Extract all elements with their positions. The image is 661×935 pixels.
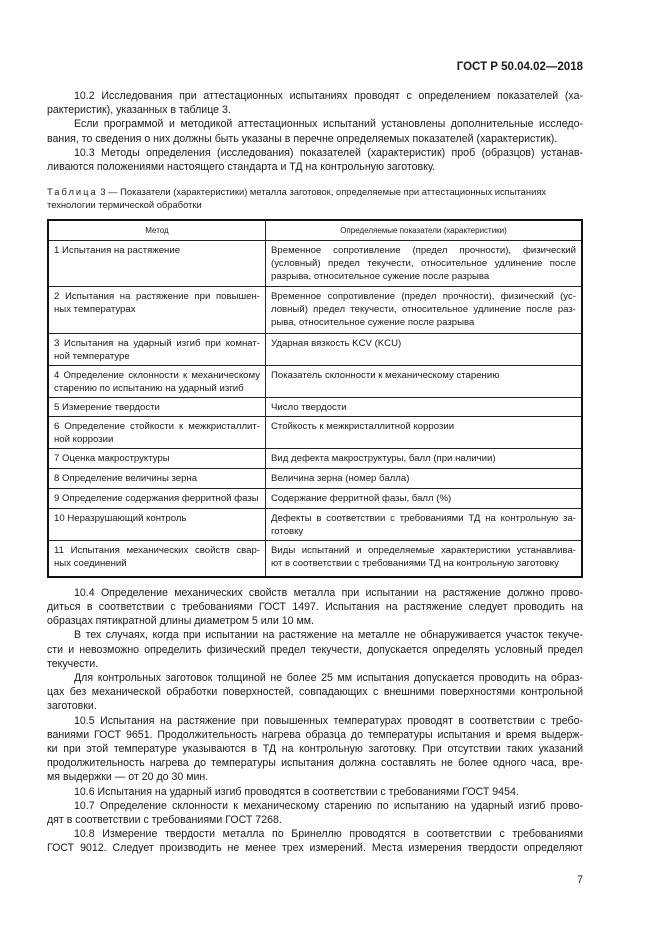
indicator-cell bbox=[266, 398, 583, 417]
cell-line: ной коррозии bbox=[54, 434, 114, 446]
column-header-indicators: Определяемые показатели (характеристики) bbox=[266, 220, 583, 241]
table-row bbox=[48, 541, 582, 577]
table-row bbox=[48, 449, 582, 469]
cell-line: 4 Определение склонности к механическому bbox=[54, 370, 260, 382]
cell-line: рыва, относительное сужение после разрыва bbox=[271, 317, 475, 329]
table-row bbox=[48, 417, 582, 449]
cell-line: Временное сопротивление (предел прочности), физический (ус- bbox=[271, 291, 576, 303]
paragraph-line: заготовки. bbox=[47, 700, 97, 713]
cell-line: ной температуре bbox=[54, 351, 130, 363]
method-cell bbox=[48, 417, 266, 449]
paragraph bbox=[47, 785, 583, 799]
cell-line: Виды испытаний и определяемые характеристики устанавлива- bbox=[271, 545, 576, 557]
paragraph-line: вания, то сведения о них должны быть указаны в перечне определяемых показателей (характеристик). bbox=[47, 132, 558, 145]
paragraph-line: диться в соответствии с требованиями ГОСТ 1497. Испытания на растяжение следует проводить на bbox=[47, 600, 583, 613]
table-row bbox=[48, 366, 582, 398]
table-row bbox=[48, 334, 582, 366]
cell-line: Ударная вязкость KCV (KCU) bbox=[271, 338, 402, 350]
method-cell bbox=[48, 469, 266, 489]
cell-line: Показатель склонности к механическому старению bbox=[271, 370, 500, 382]
paragraph-line: Если программой и методикой аттестационных испытаний установлены дополнительные исследо- bbox=[74, 118, 583, 131]
paragraph-line: 10.3 Методы определения (исследования) показателей (характеристик) проб (образцов) устанав- bbox=[74, 146, 583, 159]
paragraph-line: 10.5 Испытания на растяжение при повышенных температурах проводят в соответствии с требо- bbox=[74, 714, 583, 727]
cell-line: 7 Оценка макроструктуры bbox=[54, 453, 170, 465]
paragraph bbox=[47, 671, 583, 714]
method-cell bbox=[48, 449, 266, 469]
cell-line: старению по испытанию на ударный изгиб bbox=[54, 383, 244, 395]
page-number: 7 bbox=[577, 873, 583, 886]
paragraph bbox=[47, 799, 583, 827]
paragraph bbox=[47, 586, 583, 629]
paragraph-line: ливаются положениями настоящего стандарта и ТД на контрольную заготовку. bbox=[47, 161, 436, 174]
paragraph-line: 10.8 Измерение твердости металла по Бринеллю проводятся в соответствии с требованиями bbox=[74, 828, 583, 841]
table-row bbox=[48, 287, 582, 334]
indicator-cell bbox=[266, 366, 583, 398]
paragraph-line: текучести. bbox=[47, 657, 99, 670]
cell-line: ных соединений bbox=[54, 558, 127, 570]
paragraph-line: рактеристик), указанных в таблице 3. bbox=[47, 104, 231, 117]
method-cell bbox=[48, 489, 266, 509]
paragraph-line: ГОСТ 9012. Следует производить не менее трех измерений. Места измерения твердости определяют bbox=[47, 842, 583, 855]
table-header-row bbox=[48, 220, 582, 241]
paragraph bbox=[47, 117, 583, 145]
cell-line: разрыва, относительное сужение после разрыва bbox=[271, 271, 490, 283]
cell-line: Дефекты в соответствии с требованиями ТД на контрольную за- bbox=[271, 513, 576, 525]
cell-line: ных температурах bbox=[54, 304, 136, 316]
cell-line: 5 Измерение твердости bbox=[54, 402, 160, 414]
cell-line: готовку bbox=[271, 526, 304, 538]
method-cell bbox=[48, 241, 266, 287]
indicator-cell bbox=[266, 449, 583, 469]
cell-line: 8 Определение величины зерна bbox=[54, 473, 198, 485]
paragraph-line: ваниями ГОСТ 9651. Продолжительность нагрева образца до температуры испытания и время выдерж- bbox=[47, 728, 583, 741]
paragraph bbox=[47, 714, 583, 785]
table-row bbox=[48, 469, 582, 489]
cell-line: Величина зерна (номер балла) bbox=[271, 473, 410, 485]
indicators-table bbox=[47, 219, 583, 578]
method-cell bbox=[48, 334, 266, 366]
paragraph-line: сти и невозможно определить физический предел текучести, допускается определять условный предел bbox=[47, 643, 583, 656]
cell-line: 3 Испытания на ударный изгиб при комнат- bbox=[54, 338, 260, 350]
table-row bbox=[48, 398, 582, 417]
method-cell bbox=[48, 509, 266, 541]
indicator-cell bbox=[266, 509, 583, 541]
paragraph-line: ки при этой температуре указываются в ТД на контрольную заготовку. При отсутствии таких указаний bbox=[47, 742, 583, 755]
paragraph-line: 10.2 Исследования при аттестационных испытаниях проводят с определением показателей (ха- bbox=[74, 90, 583, 102]
method-cell bbox=[48, 541, 266, 577]
cell-line: Содержание ферритной фазы, балл (%) bbox=[271, 493, 452, 505]
cell-line: Временное сопротивление (предел прочности), физический bbox=[271, 245, 576, 257]
table-row bbox=[48, 241, 582, 287]
paragraph-line: дят в соответствии с требованиями ГОСТ 7268. bbox=[47, 813, 282, 826]
method-cell bbox=[48, 287, 266, 334]
intro-paragraphs bbox=[47, 89, 583, 174]
indicator-cell bbox=[266, 417, 583, 449]
column-header-method: Метод bbox=[48, 220, 266, 241]
table-caption-text-2: технологии термической обработки bbox=[47, 199, 202, 211]
indicator-cell bbox=[266, 241, 583, 287]
method-cell bbox=[48, 366, 266, 398]
cell-line: 1 Испытания на растяжение bbox=[54, 245, 181, 257]
table-caption-label: Таблица bbox=[47, 186, 98, 198]
cell-line: Стойкость к межкристаллитной коррозии bbox=[271, 421, 455, 433]
paragraph-line: образцах пятикратной длины диаметром 5 или 10 мм. bbox=[47, 615, 314, 628]
indicator-cell bbox=[266, 541, 583, 577]
indicator-cell bbox=[266, 334, 583, 366]
method-cell bbox=[48, 398, 266, 417]
cell-line: 2 Испытания на растяжение при повышен- bbox=[54, 291, 260, 303]
paragraph-line: цах без механической обработки поверхностей, совпадающих с внешними поверхностями контрольной bbox=[47, 686, 583, 699]
table-caption bbox=[47, 185, 583, 211]
indicator-cell bbox=[266, 489, 583, 509]
paragraph bbox=[47, 146, 583, 174]
body-paragraphs bbox=[47, 586, 583, 856]
table-row bbox=[48, 509, 582, 541]
cell-line: 6 Определение стойкости к межкристаллит- bbox=[54, 421, 260, 433]
cell-line: 9 Определение содержания ферритной фазы bbox=[54, 493, 259, 505]
cell-line: 10 Неразрушающий контроль bbox=[54, 513, 187, 525]
page-content bbox=[47, 89, 583, 886]
paragraph-line: продолжительность нагрева до температуры испытания должна составлять не более одного часа, вре- bbox=[47, 757, 583, 770]
cell-line: ют в соответствии с требованиями ТД на контрольную заготовку bbox=[271, 558, 559, 570]
table-caption-text: 3 — Показатели (характеристики) металла заготовок, определяемые при аттестационных испытаниях bbox=[97, 186, 547, 198]
cell-line: Вид дефекта макроструктуры, балл (при наличии) bbox=[271, 453, 496, 465]
indicator-cell bbox=[266, 287, 583, 334]
paragraph-line: Для контрольных заготовок толщиной не более 25 мм испытания допускается проводить на образ- bbox=[74, 671, 583, 684]
paragraph-line: мя выдержки — от 20 до 30 мин. bbox=[47, 771, 209, 784]
paragraph-line: 10.6 Испытания на ударный изгиб проводятся в соответствии с требованиями ГОСТ 9454. bbox=[74, 785, 519, 798]
document-header: ГОСТ Р 50.04.02—2018 bbox=[456, 61, 583, 73]
paragraph-line: В тех случаях, когда при испытании на растяжение на металле не обнаруживается участок текуче- bbox=[74, 629, 583, 642]
indicator-cell bbox=[266, 469, 583, 489]
paragraph bbox=[47, 827, 583, 855]
paragraph bbox=[47, 628, 583, 671]
paragraph-line: 10.4 Определение механических свойств металла при испытании на растяжение должно прово- bbox=[74, 586, 583, 599]
paragraph bbox=[47, 89, 583, 117]
cell-line: (условный) предел текучести, относительное удлинение после bbox=[271, 258, 576, 270]
cell-line: ловный) предел текучести, относительное удлинение после раз- bbox=[271, 304, 576, 316]
table-row bbox=[48, 489, 582, 509]
cell-line: Число твердости bbox=[271, 402, 347, 414]
cell-line: 11 Испытания механических свойств свар- bbox=[54, 545, 260, 557]
paragraph-line: 10.7 Определение склонности к механическому старению по испытанию на ударный изгиб прово- bbox=[74, 799, 583, 812]
